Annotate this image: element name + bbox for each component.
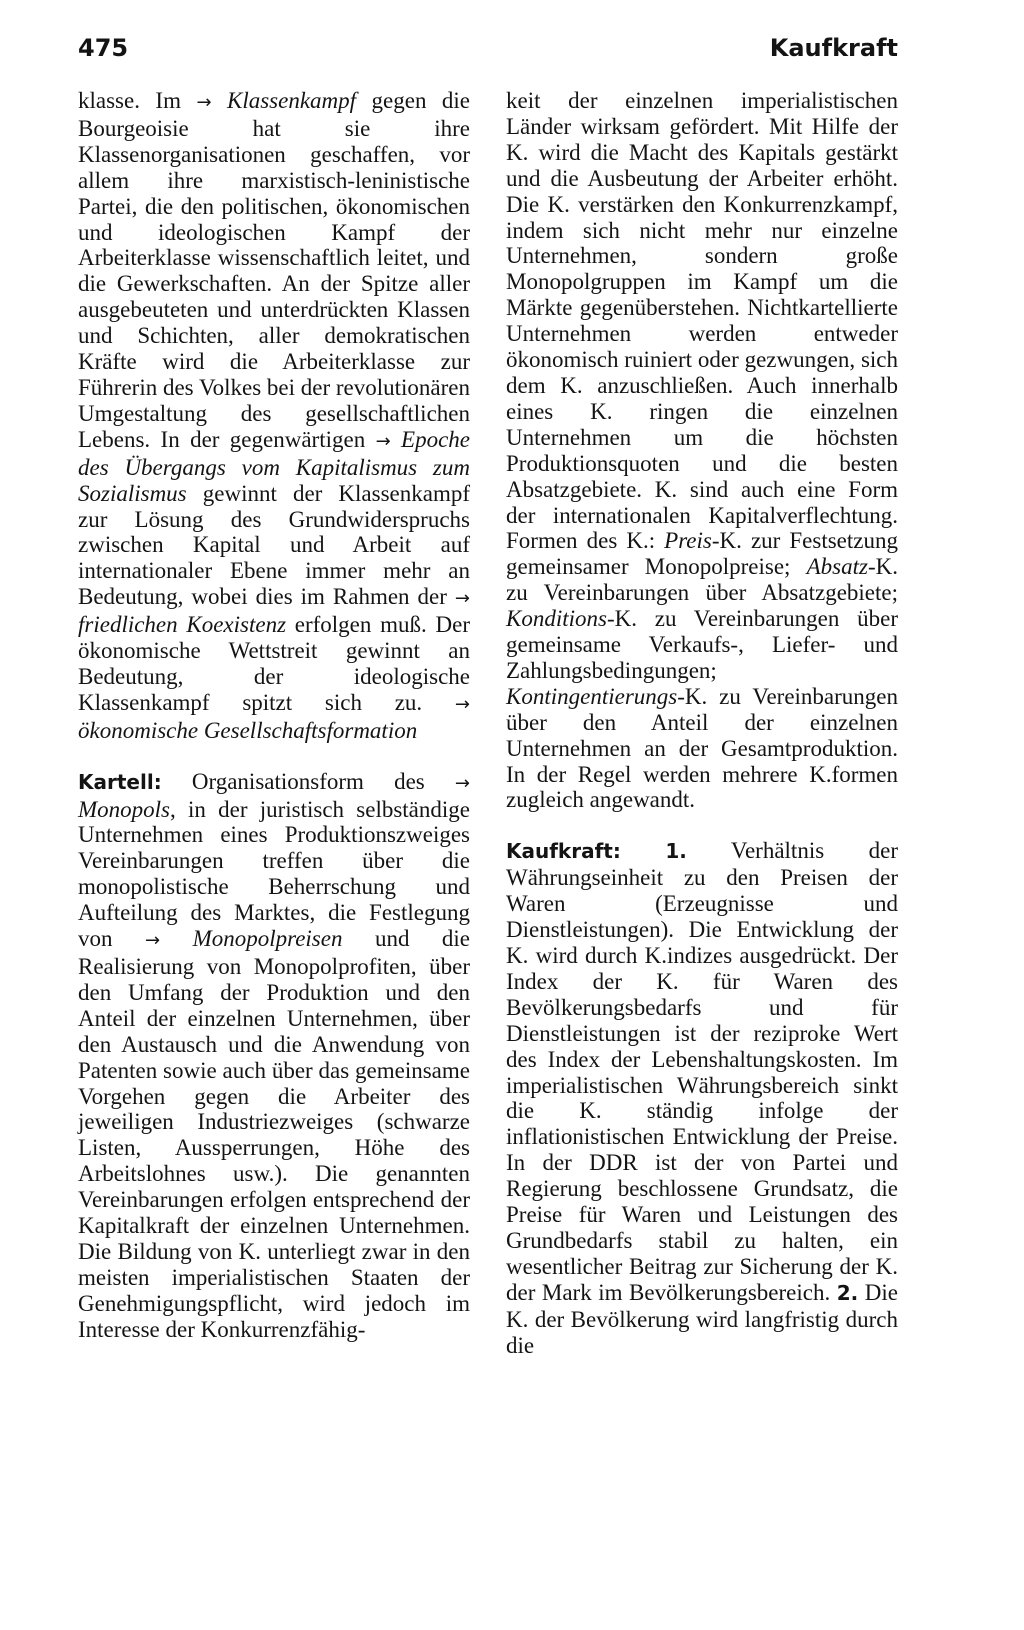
arrow-right-icon: →: [454, 772, 470, 794]
cross-reference: Monopolpreisen: [192, 926, 343, 952]
cross-reference: Monopols: [78, 796, 170, 822]
text-run: klasse. Im: [78, 88, 197, 113]
italic-term: Konditions: [506, 606, 607, 632]
text-run: gewinnt der Klassenkampf zur Lösung des Grundwiderspruchs zwischen Kapital und Arbeit auf internationaler Ebene immer mehr an Bedeutung, wobei dies im Rahmen der: [78, 480, 470, 610]
text-run: gegen die Bourgeoisie hat sie ihre Klassenorganisationen geschaffen, vor allem ihre marxistisch-leninistische Partei, die den politischen, ökonomischen und ideologischen Kampf der Arbeiterklasse wissenschaftlich leitet, und die Gewerkschaften. An der Spitze aller ausgebeuteten und unterdrückten Klassen und Schichten, aller demokratischen Kräfte wird die Arbeiterklasse zur Führerin des Volkes bei der revolutionären Umgestaltung des gesellschaftlichen Lebens. In der gegenwärtigen: [78, 88, 471, 452]
left-column: [78, 88, 470, 1343]
text-run: und die Realisierung von Monopolprofiten, über den Umfang der Produktion und den Anteil der einzelnen Unternehmen, über den Austausch und die Anwendung von Patenten sowie auch über das gemeinsame Vorgehen gegen die Arbeiter des jeweiligen Industriezweiges (schwarze Listen, Aussperrungen, Höhe des Arbeitslohnes usw.). Die genannten Vereinbarungen erfolgen entsprechend der Kapitalkraft der einzelnen Unternehmen. Die Bildung von K. unterliegt zwar in den meisten imperialistischen Staaten der Genehmigungspflicht, wird jedoch im Interesse der Konkurrenzfähig-: [78, 926, 471, 1342]
page-header: [78, 34, 898, 74]
cross-reference: Epoche des Übergangs vom Kapitalismus zum Sozialismus: [78, 426, 471, 506]
text-run: keit der einzelnen imperialistischen Länder wirksam gefördert. Mit Hilfe der K. wird die Macht des Kapitals gestärkt und die Ausbeutung der Arbeiter erhöht. Die K. verstärken den Konkurrenzkampf, indem sich nicht mehr nur einzelne Unternehmen, sondern große Monopolgruppen im Kampf um die Märkte gegenüberstehen. Nichtkartellierte Unternehmen werden entweder ökonomisch ruiniert oder gezwungen, sich dem K. anzuschließen. Auch innerhalb eines K. ringen die einzelnen Unternehmen um die höchsten Produktionsquoten und die besten Absatzgebiete. K. sind auch eine Form der internationalen Kapitalverflechtung. Formen des K.:: [506, 88, 898, 554]
running-head: Kaufkraft: [769, 34, 898, 62]
text-run: Die K. der Bevölkerung wird langfristig durch die: [506, 1279, 898, 1358]
text-run: -K. zur Festsetzung gemeinsamer Monopolpreise;: [506, 528, 898, 580]
text-run: Verhältnis der Währungseinheit zu den Preisen der Waren (Erzeugnisse und Dienstleistungen). Die Entwicklung der K. wird durch K.indizes ausgedrückt. Der Index der K. für Waren des Bevölkerungsbedarfs und für Dienstleistungen ist der reziproke Wert des Index der Lebenshaltungskosten. Im imperialistischen Währungsbereich sinkt die K. ständig infolge der inflationistischen Entwicklung der Preise. In der DDR ist der von Partei und Regierung beschlossene Grundsatz, die Preise für Waren und Leistungen des Grundbedarfs stabil zu halten, ein wesentlicher Beitrag zur Sicherung der K. der Mark im Bevölkerungsbereich.: [506, 838, 898, 1305]
text-run: -K. zu Vereinbarungen über den Anteil der einzelnen Unternehmen an der Gesamtproduktion. In der Regel werden mehrere K.formen zugleich angewandt.: [506, 683, 898, 813]
right-column: [506, 88, 898, 1359]
italic-term: Absatz: [806, 554, 868, 580]
entry-kaufkraft: [506, 838, 898, 1358]
entry-kartell-continuation: [506, 88, 898, 813]
text-run: -K. zu Vereinbarungen über gemeinsame Verkaufs-, Liefer- und Zahlungsbedingungen;: [506, 606, 898, 683]
entry-klasse-continuation: [78, 88, 470, 744]
cross-reference: Klassenkampf: [227, 88, 357, 113]
arrow-right-icon: →: [375, 430, 391, 452]
arrow-right-icon: →: [144, 930, 161, 952]
text-run: -K. zu Vereinbarungen über Absatzgebiete;: [506, 554, 898, 606]
arrow-right-icon: →: [454, 693, 470, 715]
arrow-right-icon: →: [454, 588, 470, 610]
sense-number: 2.: [836, 1280, 859, 1305]
entry-term: Kartell:: [78, 769, 162, 794]
page-number: 475: [78, 34, 129, 62]
italic-term: Preis: [664, 528, 712, 554]
sense-number: 1.: [665, 839, 687, 864]
entry-term: Kaufkraft:: [506, 839, 621, 864]
text-run: erfolgen muß. Der ökonomische Wettstreit gewinnt an Bedeutung, der ideologische Klassenkampf spitzt sich zu.: [78, 612, 470, 715]
arrow-right-icon: →: [196, 92, 212, 113]
text-run: Organisationsform des: [161, 768, 455, 794]
text-run: , in der juristisch selbständige Unternehmen eines Produktionszweiges Vereinbarungen treffen über die monopolistische Beherrschung und Aufteilung des Marktes, die Festlegung von: [78, 796, 470, 952]
cross-reference: ökonomische Gesellschaftsformation: [78, 717, 418, 743]
cross-reference: friedlichen Koexistenz: [78, 612, 287, 638]
italic-term: Kontingentierungs: [506, 683, 678, 709]
entry-kartell: [78, 769, 470, 1343]
